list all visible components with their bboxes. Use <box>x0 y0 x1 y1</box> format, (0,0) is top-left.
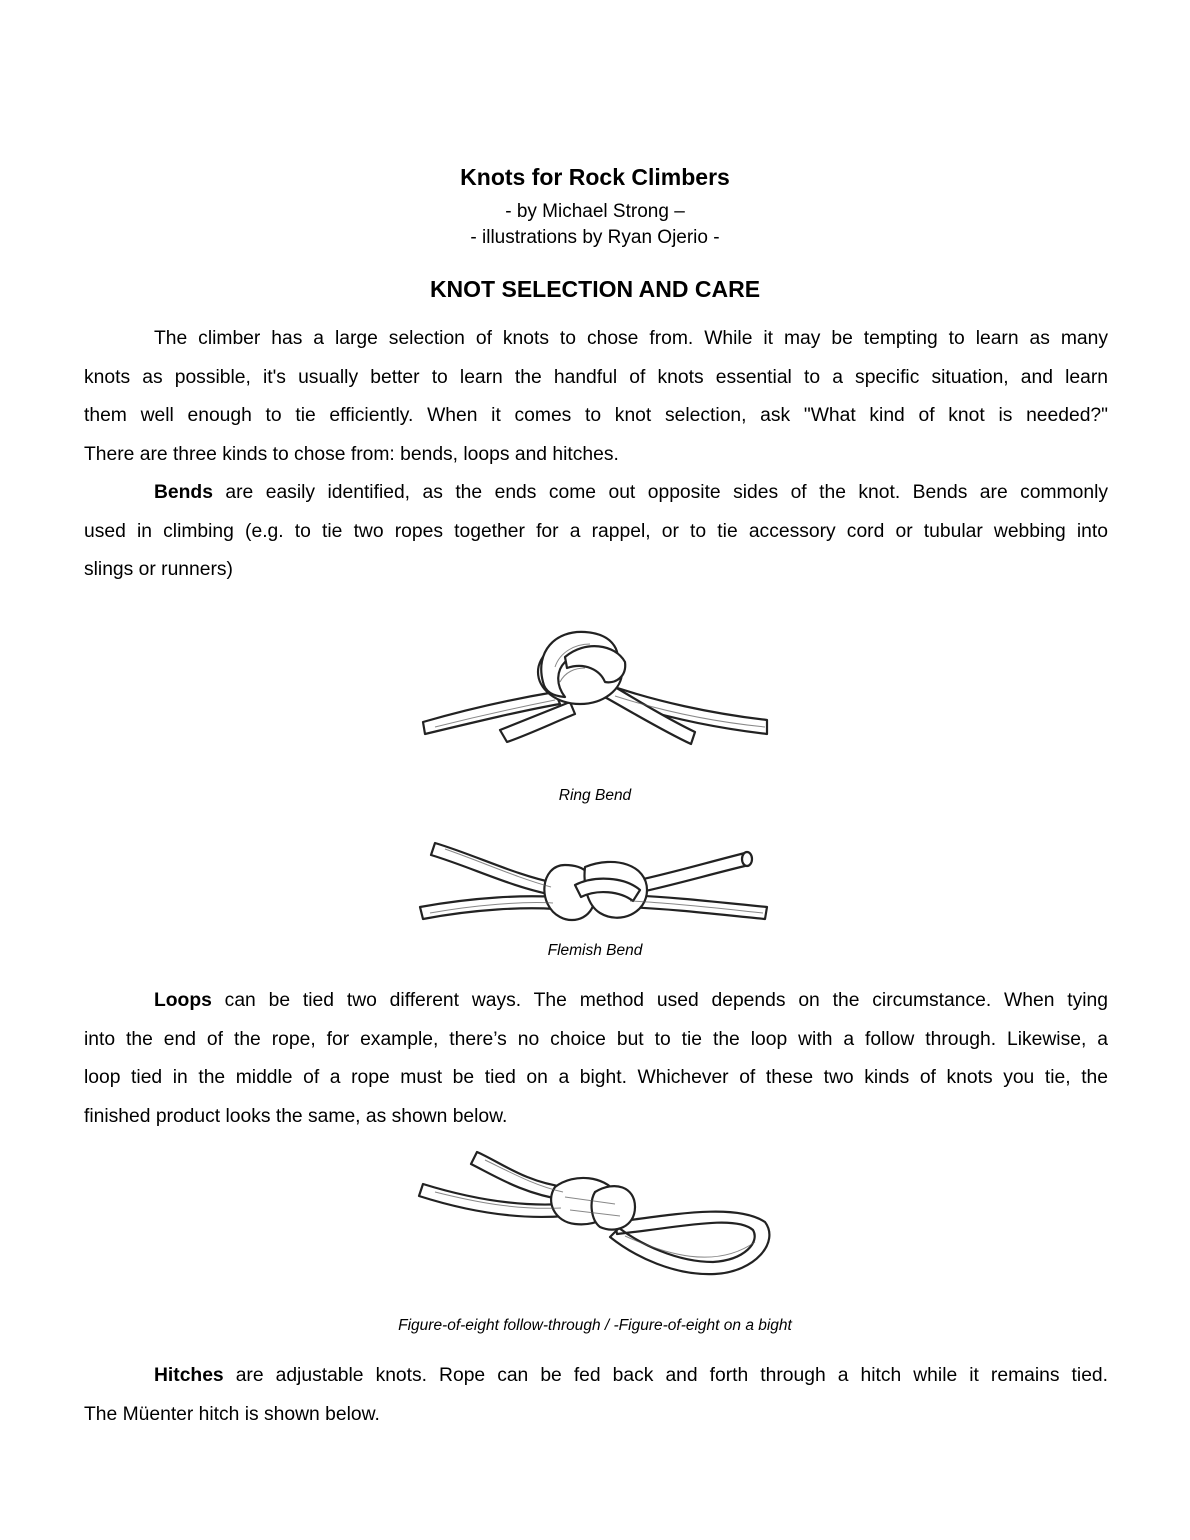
text-line: them well enough to tie efficiently. When it comes to knot selection, ask "What kind of knot is needed?" <box>84 405 1108 426</box>
text-line <box>84 1357 1108 1396</box>
text-line: slings or runners) <box>84 559 233 580</box>
ring-bend-illustration <box>415 622 775 747</box>
intro-paragraph <box>84 320 1108 474</box>
text-line: into the end of the rope, for example, there’s no choice but to tie the loop with a follow through. Likewise, a <box>84 1028 1108 1050</box>
flemish-bend-illustration <box>415 835 775 930</box>
ring-bend-caption: Ring Bend <box>558 787 632 804</box>
figure-eight-illustration <box>415 1142 780 1282</box>
loops-term: Loops <box>154 990 212 1011</box>
text-line: The climber has a large selection of knots to chose from. While it may be tempting to learn as many <box>154 328 1108 349</box>
text-line: loop tied in the middle of a rope must be tied on a bight. Whichever of these two kinds of knots you tie, the <box>84 1067 1108 1088</box>
hitches-paragraph <box>84 1357 1108 1434</box>
rope-loop <box>610 1212 769 1275</box>
figure-eight-caption: Figure-of-eight follow-through / -Figure-of-eight on a bight <box>398 1317 792 1334</box>
text-line <box>84 474 1108 513</box>
knot-right <box>592 1186 635 1230</box>
section-heading: KNOT SELECTION AND CARE <box>429 276 761 302</box>
text-line: The Müenter hitch is shown below. <box>84 1403 380 1425</box>
rope-lower-left <box>420 896 555 919</box>
hitches-term: Hitches <box>154 1365 224 1386</box>
bends-paragraph <box>84 474 1108 590</box>
text-run: are adjustable knots. Rope can be fed back and forth through a hitch while it remains tied. <box>223 1365 1108 1386</box>
document-title: Knots for Rock Climbers <box>460 164 730 190</box>
loops-paragraph <box>84 982 1108 1136</box>
text-line: used in climbing (e.g. to tie two ropes together for a rappel, or to tie accessory cord or tubular webbing into <box>84 520 1108 542</box>
bends-term: Bends <box>154 482 213 503</box>
text-line: finished product looks the same, as shown below. <box>84 1105 508 1127</box>
author-line: - by Michael Strong – <box>505 201 685 222</box>
text-line <box>84 982 1108 1021</box>
text-line: There are three kinds to chose from: bends, loops and hitches. <box>84 443 619 465</box>
text-line: knots as possible, it's usually better to learn the handful of knots essential to a specific situation, and learn <box>84 366 1108 388</box>
flemish-bend-caption: Flemish Bend <box>547 942 643 959</box>
illustrator-line: - illustrations by Ryan Ojerio - <box>470 227 720 248</box>
text-run: are easily identified, as the ends come out opposite sides of the knot. Bends are commonly <box>212 482 1108 503</box>
text-run: can be tied two different ways. The method used depends on the circumstance. When tying <box>211 990 1108 1011</box>
rope-end-cap <box>742 852 752 866</box>
